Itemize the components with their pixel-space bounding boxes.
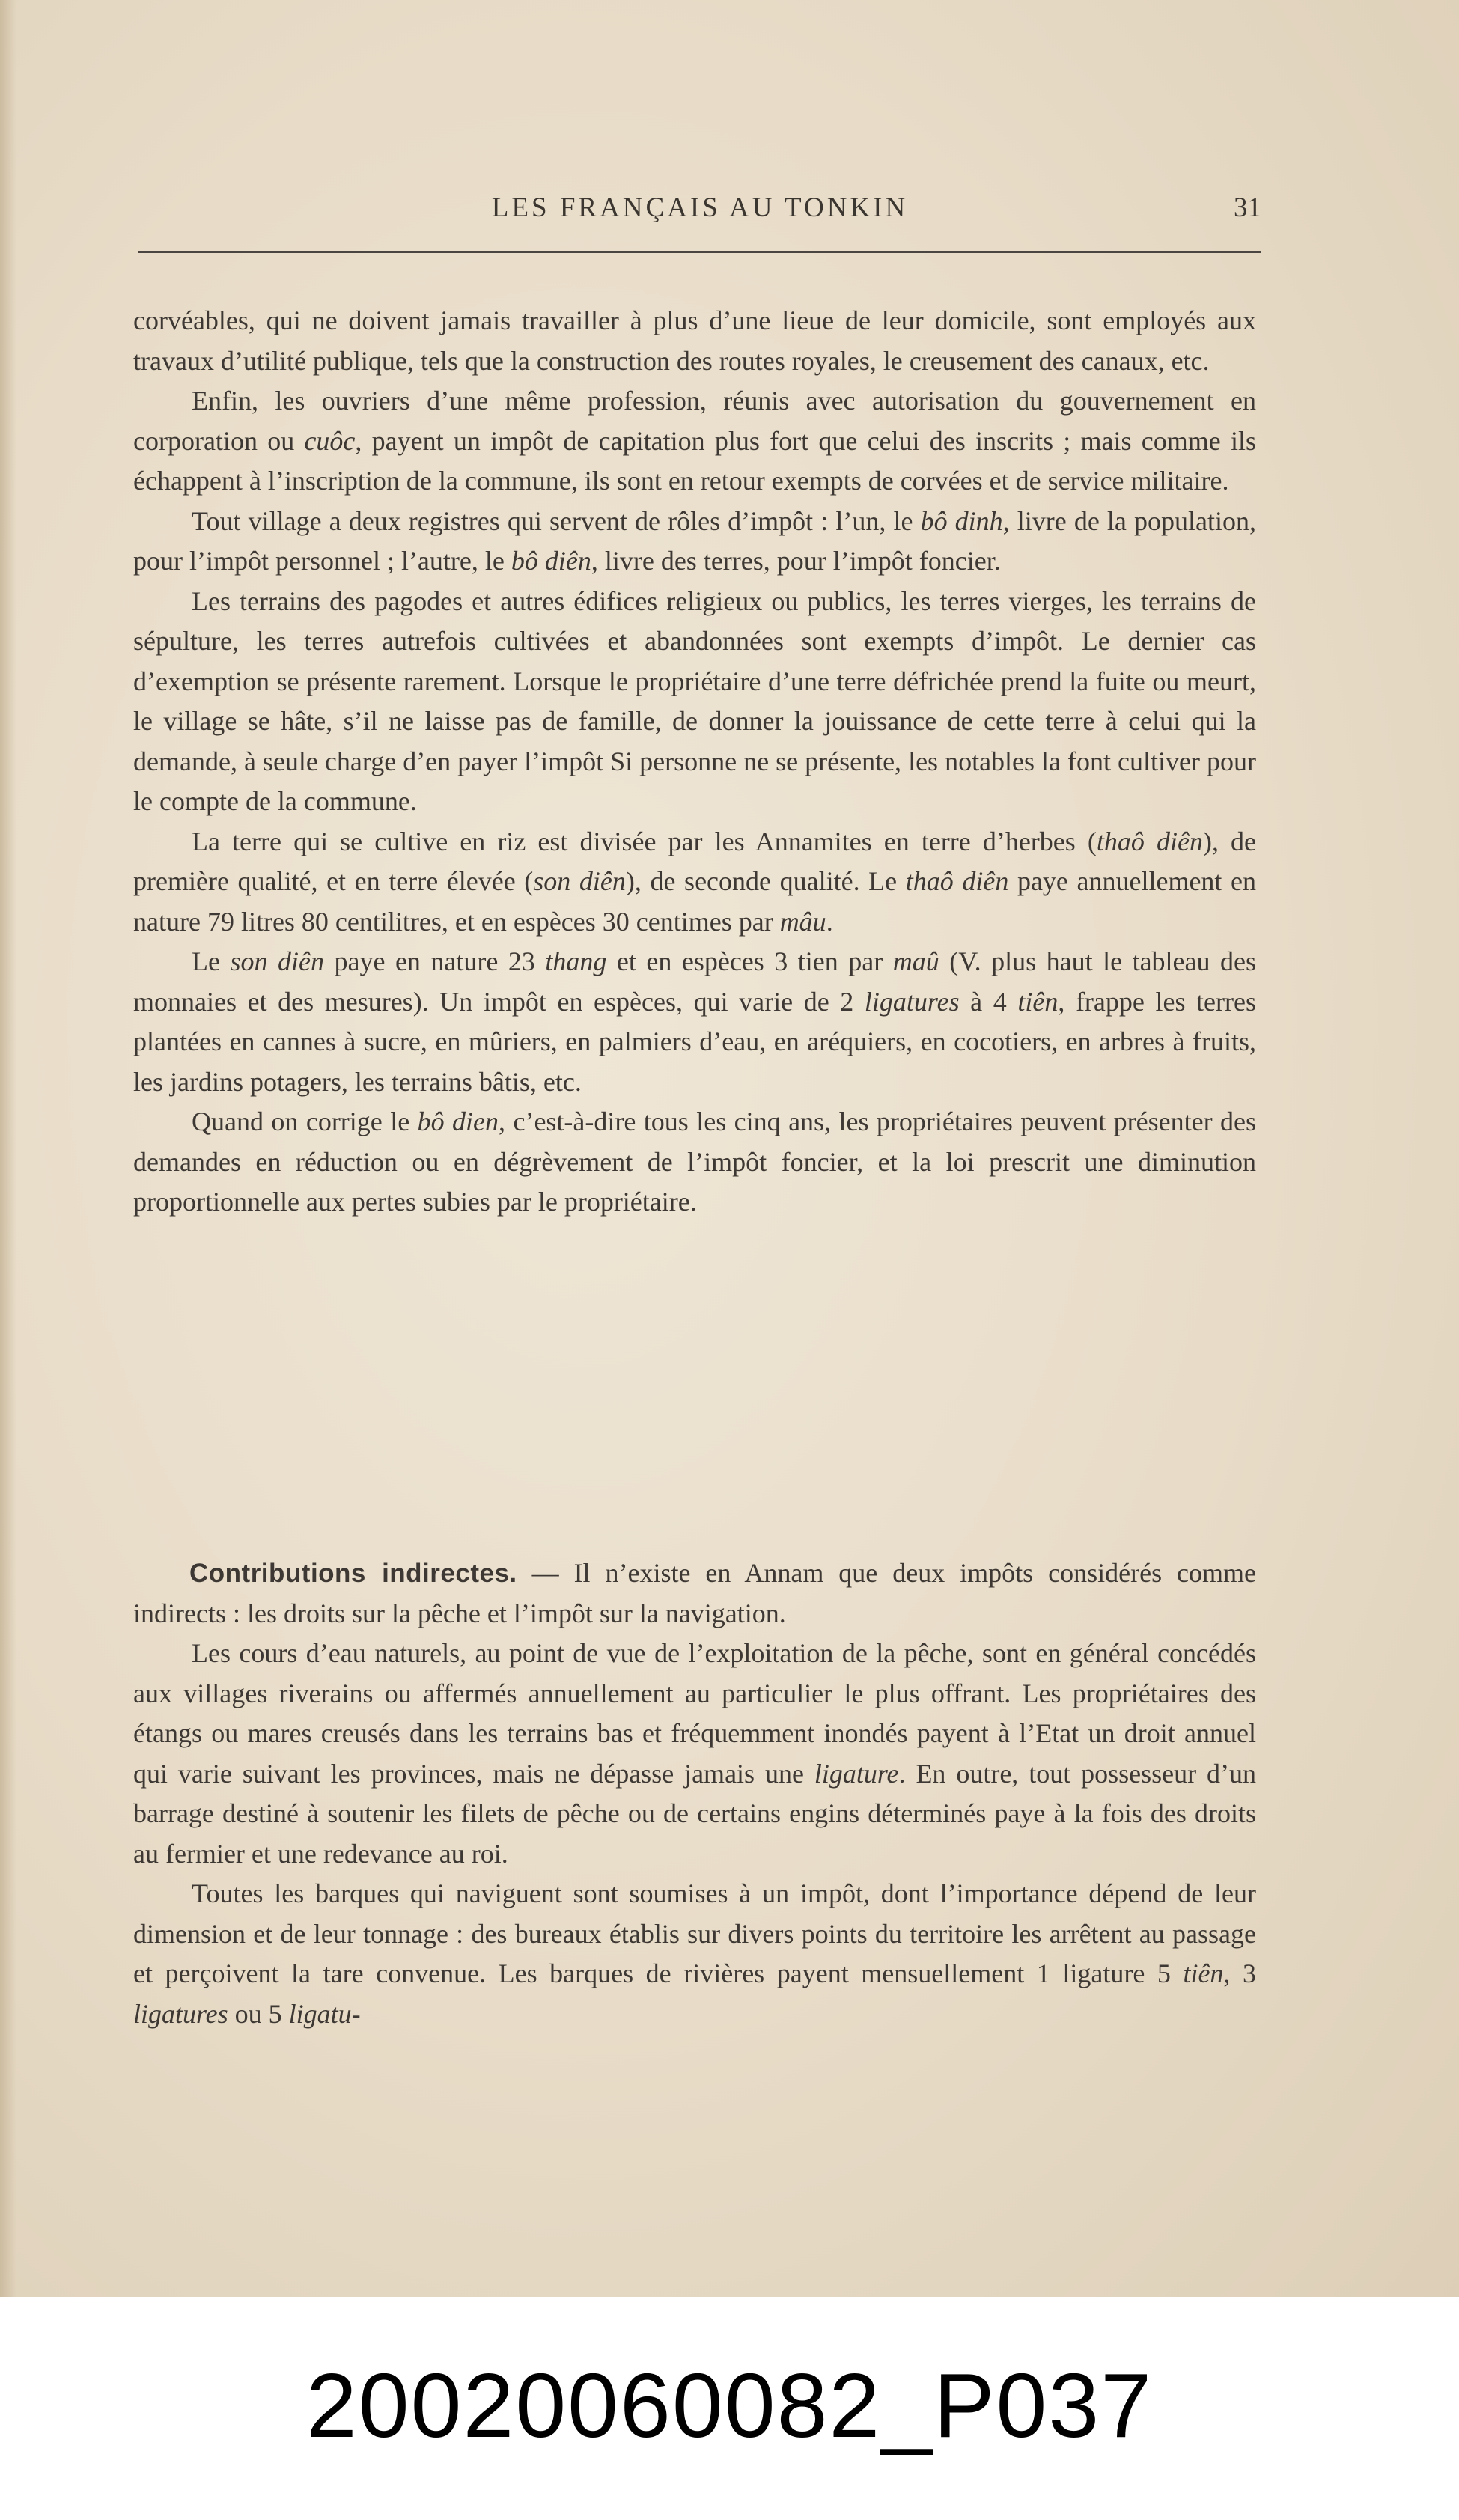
- italic-term: thaô diên: [1096, 826, 1203, 856]
- italic-term: thang: [545, 946, 607, 976]
- italic-term: thaô diên: [905, 866, 1009, 896]
- text-run: Les cours d’eau naturels, au point de vue de l’exploitation de la pêche, sont en général concédés aux villages riverains ou affermés annuellement au particulier le plus offrant. Les propriétaires des étangs ou mares creusés dans les terrains bas et fréquemment inondés payent à l’Etat un droit annuel qui varie suivant les provinces, mais ne dépasse jamais une: [133, 1638, 1256, 1789]
- text-run: , frappe les terres plantées en cannes à sucre, en mûriers, en palmiers d’eau, en aréquiers, en cocotiers, en arbres à fruits, les jardins potagers, les terrains bâtis, etc.: [133, 986, 1257, 1097]
- italic-term: mâu: [779, 906, 826, 937]
- text-run: , livre des terres, pour l’impôt foncier.: [591, 546, 1001, 576]
- page-edge-shadow: [0, 0, 16, 2297]
- text-run: paye annuellement en nature 79 litres 80 centilitres, et en espèces 30 centimes par: [133, 866, 1257, 937]
- text-run: à 4: [959, 986, 1018, 1017]
- italic-term: son diên: [533, 866, 626, 896]
- paragraph: [133, 301, 1256, 381]
- text-run: ou 5: [228, 1998, 289, 2029]
- italic-term: ligatures: [864, 986, 960, 1017]
- text-run: Enfin, les ouvriers d’une même profession, réunis avec autorisation du gouvernement en corporation ou: [133, 386, 1256, 456]
- catalog-caption-area: [0, 2297, 1459, 2520]
- italic-term: maû: [892, 946, 939, 976]
- section-heading: Contributions indirectes.: [189, 1559, 517, 1588]
- text-run: Tout village a deux registres qui servent de rôles d’impôt : l’un, le: [192, 505, 921, 536]
- catalog-id: 20020060082_P037: [305, 2355, 1154, 2456]
- paragraph: [133, 1634, 1256, 1874]
- italic-term: bô dien: [417, 1107, 499, 1136]
- text-run: , 3: [1223, 1959, 1256, 1988]
- italic-term: ligatu-: [288, 1998, 361, 2029]
- section-contributions-indirectes: [133, 1553, 1256, 2034]
- text-run: La terre qui se cultive en riz est divisée par les Annamites en terre d’herbes (: [192, 826, 1097, 856]
- paragraph: [133, 502, 1256, 582]
- paragraph: [133, 582, 1256, 822]
- italic-term: bô dinh: [920, 505, 1003, 536]
- italic-term: son diên: [230, 946, 324, 976]
- running-head: [138, 186, 1261, 231]
- paragraph: [133, 822, 1256, 943]
- paragraph: [133, 1102, 1256, 1223]
- text-run: Toutes les barques qui naviguent sont soumises à un impôt, dont l’importance dépend de leur dimension et de leur tonnage : des bureaux établis sur divers points du territoire les arrêtent au passage et perçoivent la tare convenue. Les barques de rivières payent mensuellement 1 ligature 5: [133, 1878, 1256, 1988]
- header-rule: [138, 251, 1261, 253]
- paragraph: [133, 1874, 1256, 2034]
- text-run: , c’est-à-dire tous les cinq ans, les propriétaires peuvent présenter des demandes en réduction ou en dégrèvement de l’impôt foncier, et la loi prescrit une diminution proportionnelle aux pertes subies par le propriétaire.: [133, 1107, 1256, 1217]
- text-run: — Il n’existe en Annam que deux impôts considérés comme indirects : les droits sur la pêche et l’impôt sur la navigation.: [133, 1558, 1256, 1628]
- page-number: 31: [1234, 192, 1261, 223]
- paragraph: [133, 381, 1256, 502]
- text-run: Les terrains des pagodes et autres édifices religieux ou publics, les terres vierges, les terrains de sépulture, les terres autrefois cultivées et abandonnées sont exempts d’impôt. Le dernier cas d’exemption se présente rarement. Lorsque le propriétaire d’une terre défrichée prend la fuite ou meurt, le village se hâte, s’il ne laisse pas de famille, de donner la jouissance de cette terre à celui qui la demande, à seule charge d’en payer l’impôt Si personne ne se présente, les notables la font cultiver pour le compte de la commune.: [133, 585, 1256, 816]
- text-run: . En outre, tout possesseur d’un barrage destiné à soutenir les filets de pêche ou de certains engins déterminés paye à la fois des droits au fermier et une redevance au roi.: [133, 1758, 1257, 1869]
- text-run: et en espèces 3 tien par: [606, 946, 893, 976]
- paragraph: [133, 942, 1256, 1102]
- italic-term: cuôc: [304, 425, 356, 456]
- section-first-paragraph: [133, 1553, 1256, 1634]
- text-run: ), de seconde qualité. Le: [625, 866, 906, 896]
- text-run: corvéables, qui ne doivent jamais travailler à plus d’une lieue de leur domicile, sont employés aux travaux d’utilité publique, tels que la construction des routes royales, le creusement des canaux, etc.: [133, 305, 1256, 376]
- text-run: Le: [192, 946, 231, 976]
- body-text: [133, 301, 1256, 1223]
- text-run: ), de première qualité, et en terre élevée (: [133, 826, 1257, 896]
- italic-term: ligatures: [133, 1998, 228, 2029]
- text-run: Quand on corrige le: [192, 1107, 418, 1136]
- text-run: , livre de la population, pour l’impôt personnel ; l’autre, le: [133, 505, 1256, 576]
- running-title: LES FRANÇAIS AU TONKIN: [491, 192, 909, 223]
- italic-term: tiên: [1183, 1959, 1224, 1988]
- italic-term: ligature: [814, 1758, 899, 1789]
- text-run: , payent un impôt de capitation plus fort que celui des inscrits ; mais comme ils échappent à l’inscription de la commune, ils sont en retour exempts de corvées et de service militaire.: [133, 425, 1257, 496]
- italic-term: tiên: [1017, 986, 1059, 1017]
- text-run: .: [826, 906, 833, 937]
- italic-term: bô diên: [511, 546, 591, 576]
- text-run: (V. plus haut le tableau des monnaies et des mesures). Un impôt en espèces, qui varie de 2: [133, 946, 1257, 1017]
- text-run: paye en nature 23: [323, 946, 546, 976]
